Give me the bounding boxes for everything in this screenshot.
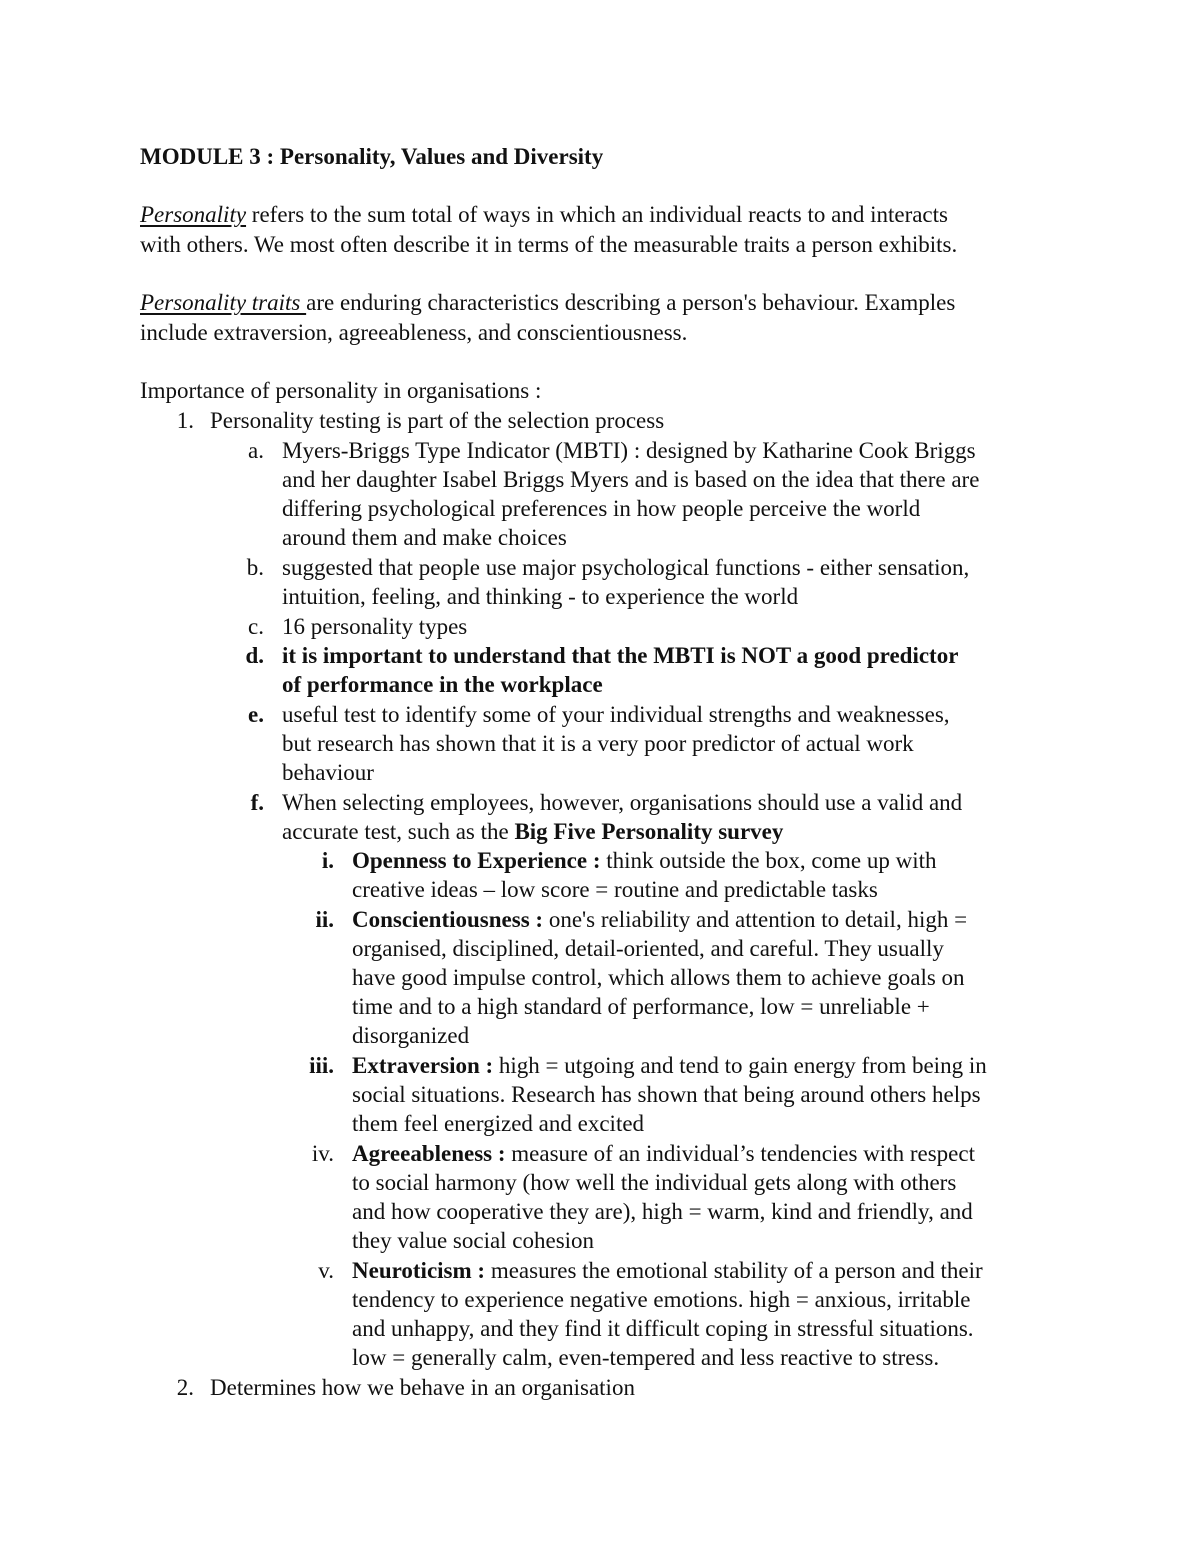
- personality-definition: [140, 200, 948, 229]
- personality-definition-line2: with others. We most often describe it in terms of the measurable traits a person exhibits.: [140, 232, 958, 257]
- list-item-e-line: useful test to identify some of your individual strengths and weaknesses,: [282, 702, 950, 727]
- list-item-2: Determines how we behave in an organisation: [210, 1375, 635, 1400]
- list-marker-d: d.: [245, 643, 264, 668]
- neuroticism-text: measures the emotional stability of a person and their: [485, 1258, 983, 1283]
- list-item-v-line: low = generally calm, even-tempered and less reactive to stress.: [352, 1345, 940, 1370]
- list-marker-v: v.: [318, 1258, 334, 1283]
- list-item-e-line: but research has shown that it is a very poor predictor of actual work: [282, 731, 914, 756]
- personality-term-link[interactable]: Personality: [140, 202, 247, 227]
- personality-traits-term-link[interactable]: Personality traits: [140, 290, 307, 315]
- list-item-i-line: creative ideas – low score = routine and predictable tasks: [352, 877, 878, 902]
- neuroticism-label: Neuroticism :: [352, 1258, 486, 1283]
- list-item-iv-line: [352, 1139, 975, 1168]
- conscientiousness-label: Conscientiousness :: [352, 907, 544, 932]
- importance-heading: Importance of personality in organisations :: [140, 378, 542, 403]
- list-item-d-line: of performance in the workplace: [282, 672, 603, 697]
- personality-definition-text: refers to the sum total of ways in which an individual reacts to and interacts: [246, 202, 948, 227]
- agreeableness-text: measure of an individual’s tendencies with respect: [505, 1141, 975, 1166]
- list-item-iii-line: social situations. Research has shown that being around others helps: [352, 1082, 981, 1107]
- big-five-label: Big Five Personality survey: [514, 819, 784, 844]
- traits-definition-line2: include extraversion, agreeableness, and conscientiousness.: [140, 320, 688, 345]
- list-item-iv-line: and how cooperative they are), high = warm, kind and friendly, and: [352, 1199, 973, 1224]
- list-item-iii-line: them feel energized and excited: [352, 1111, 645, 1136]
- list-item-ii-line: time and to a high standard of performance, low = unreliable +: [352, 994, 930, 1019]
- list-item-f-prefix: accurate test, such as the: [282, 819, 515, 844]
- traits-definition-text: are enduring characteristics describing a person's behaviour. Examples: [306, 290, 956, 315]
- list-item-a-line: Myers-Briggs Type Indicator (MBTI) : designed by Katharine Cook Briggs: [282, 438, 976, 463]
- list-marker-ii: ii.: [315, 907, 334, 932]
- list-item-a-line: around them and make choices: [282, 525, 567, 550]
- list-item-ii-line: [352, 905, 967, 934]
- list-item-iv-line: to social harmony (how well the individual gets along with others: [352, 1170, 957, 1195]
- list-marker-1: 1.: [176, 408, 194, 433]
- list-item-b-line: intuition, feeling, and thinking - to experience the world: [282, 584, 799, 609]
- agreeableness-label: Agreeableness :: [352, 1141, 506, 1166]
- list-marker-iii: iii.: [309, 1053, 334, 1078]
- list-item-f-line: When selecting employees, however, organisations should use a valid and: [282, 790, 963, 815]
- list-item-v-line: tendency to experience negative emotions. high = anxious, irritable: [352, 1287, 971, 1312]
- list-item-v-line: and unhappy, and they find it difficult coping in stressful situations.: [352, 1316, 974, 1341]
- openness-label: Openness to Experience :: [352, 848, 601, 873]
- list-item-d-line: it is important to understand that the MBTI is NOT a good predictor: [282, 643, 959, 668]
- conscientiousness-text: one's reliability and attention to detail, high =: [543, 907, 968, 932]
- list-item-f-line2: [282, 817, 783, 846]
- list-marker-b: b.: [246, 555, 264, 580]
- list-item-ii-line: disorganized: [352, 1023, 470, 1048]
- openness-text: think outside the box, come up with: [600, 848, 937, 873]
- list-marker-c: c.: [248, 614, 264, 639]
- list-marker-2: 2.: [176, 1375, 194, 1400]
- list-item-a-line: and her daughter Isabel Briggs Myers and is based on the idea that there are: [282, 467, 980, 492]
- list-item-b-line: suggested that people use major psychological functions - either sensation,: [282, 555, 970, 580]
- extraversion-label: Extraversion :: [352, 1053, 494, 1078]
- page-title: MODULE 3 : Personality, Values and Diversity: [140, 144, 604, 169]
- list-item-i-line: [352, 846, 937, 875]
- traits-definition: [140, 288, 955, 317]
- list-marker-iv: iv.: [311, 1141, 334, 1166]
- list-marker-f: f.: [250, 790, 264, 815]
- list-item-1: Personality testing is part of the selection process: [210, 408, 665, 433]
- list-marker-a: a.: [248, 438, 264, 463]
- list-marker-e: e.: [248, 702, 264, 727]
- list-item-iv-line: they value social cohesion: [352, 1228, 595, 1253]
- list-marker-i: i.: [321, 848, 334, 873]
- list-item-ii-line: organised, disciplined, detail-oriented, and careful. They usually: [352, 936, 944, 961]
- list-item-iii-line: [352, 1051, 987, 1080]
- list-item-a-line: differing psychological preferences in how people perceive the world: [282, 496, 921, 521]
- list-item-ii-line: have good impulse control, which allows them to achieve goals on: [352, 965, 965, 990]
- list-item-c-line: 16 personality types: [282, 614, 468, 639]
- list-item-e-line: behaviour: [282, 760, 374, 785]
- extraversion-text: high = utgoing and tend to gain energy from being in: [493, 1053, 987, 1078]
- list-item-v-line: [352, 1256, 983, 1285]
